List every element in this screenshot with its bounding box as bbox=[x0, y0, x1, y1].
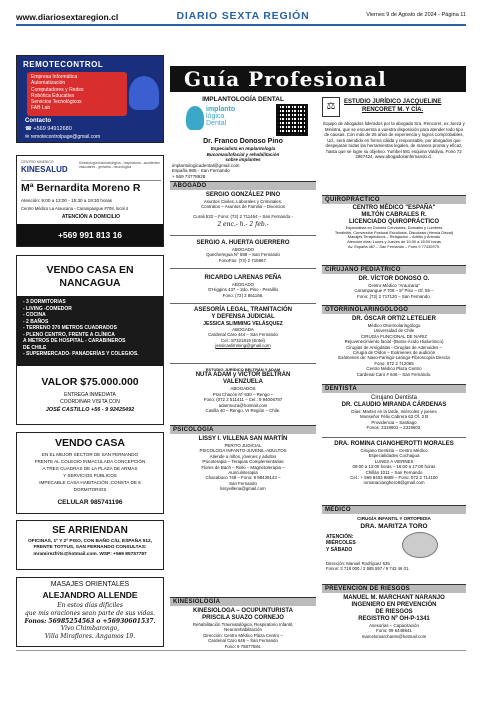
letelier-entry: DR. ÓSCAR ORTIZ LETELIER Médico Otorrinolaringólogo Universidad de Chile CIRUGÍA FUNCIONAL DE NARIZ Rejuvenecimiento facial -(Botox-Ácido Hialurónico) Cirugías de Amígdalas - Cirugías de Adenoides – Cirugía de Oídos – Exámenes de audición Exámenes de: Naso-Faringo-Laringo-Fibroscopía Directa Fono: 072 2 712065 Centro Médico Plaza Centro Cardenal Caro # 646 – San Fernando. bbox=[338, 316, 450, 377]
masajes-ad bbox=[16, 577, 164, 647]
section-otorrino: OTORRINOLARINGÓLOGO bbox=[322, 305, 466, 314]
scale-icon: ⚖ bbox=[322, 97, 340, 117]
toro-address: Dirección: Manuel Rodríguez 525 Fonos: 2 718 000 / 2 585 597 / 9 742 46 01. bbox=[326, 561, 410, 572]
handwritten-note: 2 enc.- h.- 2 feb.- bbox=[217, 221, 269, 229]
masthead: DIARIO SEXTA REGIÓN bbox=[176, 10, 310, 22]
contact-email[interactable]: ✉ remotecontrolpage@gmail.com bbox=[25, 134, 101, 140]
mail-icon: ✉ bbox=[25, 134, 31, 140]
divider bbox=[322, 437, 466, 438]
section-cirujano: CIRUJANO PEDIÁTRICO bbox=[322, 265, 466, 274]
kinesalud-name: Mª Bernardita Moreno R bbox=[21, 182, 141, 194]
marchant-entry: MANUEL M. MARCHANT NARANJO INGENIERO EN PREVENCIÓN DE RIESGOS REGISTRO Nº OH-P-1341 Asesorías – Capacitación Fono: 09 6448841 marcelomarchantn@hotmail.com bbox=[343, 595, 445, 639]
venta-contact[interactable]: JOSÉ CASTILLO +56 - 9 92425492 bbox=[45, 407, 135, 413]
services-list: Empresa Informática Automatización Computadores y Redes Robótica Educativa Servicios Tecnológicos FAB Lab bbox=[31, 74, 84, 112]
venta2-body: EN EL MEJOR SECTOR DE SAN FERNANDO FRENTE AL COLEGIO INMACULADA CONCEPCIÓN A TRES CUADRAS DE LA PLAZA DE ARMAS Y SERVICIOS PUBLICOS IMPECABLE CASA HABITACIÓN ,CONSTA DE 6 DORMITORIOS bbox=[34, 452, 146, 492]
villena-entry: LISSY I. VILLENA SAN MARTÍN PERITO JUDICIAL PSICOLOGA INFANTO-JUVENIL-ADULTOS Atiende a niños, jóvenes y adultos Psicoterapia – Terapias Complementarias Flores de Bach – Reiki – Magnetoterapia – Auriculoterapia Chacabuco 748 – Fono: 9 98439143 – San Fernando lissyvillena@gmail.com bbox=[198, 436, 288, 492]
implanto-logo: implanto lógica Dental bbox=[206, 106, 236, 127]
header-rule bbox=[16, 24, 466, 26]
morales-entry: DRA. ROMINA CIANGHEROTTI MORALES Cirujano Dentista – Centro Médico Especialidades Cochagua LUNES A VIERNES 09:00 a 13:00 horas – 16:00 a 17:00 horas Chillán 1011 – San Fernando Cel.: + 569 9403 9888 – Fono: 072 2 714100 romanacianghero8@gmail.com bbox=[334, 441, 454, 486]
beltran-entry: ESTUDIO JURÍDICO BELTRÁN Y ADAM NUTA ADAM y VÍCTOR BELTRÁN VALENZUELA ABOGADOS Prat Chacón Nº 930 – Rengo – Fono: (072 2 511411 – Cel.: 9 94006787 adamnuza@hotmail.com Casilla 40 – Rengo. VI Región – Chile. bbox=[195, 367, 291, 414]
venta2-phone[interactable]: CELULAR 985741196 bbox=[57, 499, 123, 506]
venta-entrega: ENTREGA INMEDIATA bbox=[64, 392, 116, 398]
section-quiropractico: QUIROPRÁCTICO bbox=[322, 195, 466, 204]
kinesalud-logo: KINESALUD bbox=[21, 165, 68, 174]
implanto-head: IMPLANTOLOGÍA DENTAL bbox=[202, 96, 284, 103]
remotecontrol-ad bbox=[16, 55, 164, 143]
section-abogado: ABOGADO bbox=[170, 181, 316, 190]
implanto-body: Especialista en Implantología Bucomaxilofacial y rehabilitación sobre implantes bbox=[206, 146, 280, 163]
kinesalud-ad bbox=[16, 155, 164, 247]
implanto-name: Dr. Franco Donoso Pino bbox=[203, 138, 283, 145]
cabrales-entry: CENTRO MÉDICO "ESPAÑA" MILTÓN CABRALES R. LICENCIADO QUIROPRÁCTICO Especialista en Dolores Cervicales, Dorsales y Lumbres Tendinitis, Conversión Postural Escoliosis, Disociasis (Hernia Discal) Masajes Terapéuticos – Relajación – Artritis y Artrosis Atención días: Lunes y Jueves de 10:00 a 18:00 horas Av. España 467 – San Fernando – Fono 9 77432979. bbox=[334, 205, 454, 249]
larenas-entry: RICARDO LARENAS PEÑA ABOGADO O'Higgins 437 – 2do. Piso - Peralillo Fono: (72) 2 861168. bbox=[204, 275, 282, 298]
venta-nancagua-ad bbox=[16, 255, 164, 425]
phone-icon: ☎ bbox=[25, 126, 34, 132]
arriendan-ad bbox=[16, 520, 164, 570]
contact-label: Contacto bbox=[25, 118, 51, 124]
masajes-name: ALEJANDRO ALLENDE bbox=[42, 590, 138, 600]
robot-icon bbox=[129, 76, 159, 110]
kinesalud-home: ATENCIÓN A DOMICILIO bbox=[61, 214, 121, 220]
venta-title: VENDO CASA EN NANCAGUA bbox=[46, 264, 134, 289]
gonzalez-entry: SERGIO GONZÁLEZ PINO Asuntos Civiles, Laborales y Criminales. Contratos – Asuntos de Familia – Divorcios Curali 532 – Fono: (72) 2 711464 – San Fernando.- 2 enc.- h.- 2 feb.- bbox=[170, 192, 316, 228]
venta-coord: COORDINAR VISITA CON bbox=[60, 399, 120, 405]
guia-banner: Guía Profesional bbox=[170, 66, 466, 92]
divider bbox=[170, 303, 316, 304]
jacqueline-subtitle: RENCORET M. Y CÍA. bbox=[362, 107, 424, 113]
site-url[interactable]: www.diariosextaregion.cl bbox=[16, 12, 119, 22]
tooth-icon bbox=[186, 106, 204, 130]
jacqueline-head bbox=[322, 97, 466, 117]
toro-name: DRA. MARITZA TORO bbox=[360, 523, 428, 530]
footer-rule bbox=[16, 650, 466, 651]
section-dentista: DENTISTA bbox=[322, 384, 466, 393]
kinesalud-desc: Kinesiología traumatológica - respiratoria - accidentes vasculares - geriatría - neurológica bbox=[79, 161, 160, 170]
masajes-handwritten: En estos días difíciles que mis oraciones sean parte de sus vidas. Fonos: 56985254563 o +56930601537. Vivo Chimbarongo, Villa Miraflores. Angamos 19. bbox=[24, 602, 156, 641]
implanto-ad bbox=[170, 96, 316, 179]
venta-valor: VALOR $75.000.000 bbox=[41, 376, 139, 388]
gonzalez-name: SERGIO GONZÁLEZ PINO bbox=[205, 192, 281, 198]
huerta-entry: SERGIO A. HUERTA GUERRERO ABOGADO Quecheregua Nº 688 – San Fernando FonoFax: (72) 2 715967. bbox=[196, 240, 290, 263]
donoso-entry: DR. VÍCTOR DONOSO O. Centro Médico "Araucaria" Carampangue # 708 – 5º Piso – Of. 56 – Fono: (72) 2 717120 – San Fernando. bbox=[354, 276, 434, 299]
arriendan-title: SE ARRIENDAN bbox=[52, 525, 128, 536]
section-kinesiologia: KINESIOLOGÍA bbox=[170, 597, 316, 606]
contact-phone[interactable]: ☎ +569 94912680 bbox=[25, 126, 72, 132]
slimming-entry: ASESORÍA LEGAL, TRAMITACIÓN Y DEFENSA JUDICIAL JESSICA SLIMMING VELÁSQUEZ ABOGADA Cardenal Caro 444 – San Fernando Cel.: 87321819 (Entel) jessicaslimming@gmail.com bbox=[194, 307, 292, 349]
divider bbox=[170, 235, 316, 236]
toro-entry bbox=[322, 515, 466, 580]
suazo-entry: KINESIOLOGA – OCUPUNTURISTA PRISCILA SUAZO CORNEJO Rehabilitación Traumatológica, Respiratorio Infantil, Neurorehabilitación Dirección: Centro Médico Plaza Centro – Cardenal Caro 646 – San Fernando Fono: 9 75877584. bbox=[192, 608, 294, 649]
venta-features: - 3 DORMITORIAS - LIVING -COMEDOR - COCINA - 2 BAÑOS - TERRENO 370 METROS CUADRADOS - PLENO CENTRO, FRENTE A CLÍNICA A METROS DE HOSPITAL - CARABINEROS DE CHILE - SUPERMERCADO- PANADERÍAS Y COLEGIOS. bbox=[17, 296, 163, 366]
kinesalud-sub: CENTRO KINESICO bbox=[21, 160, 54, 164]
masajes-title: MASAJES ORIENTALES bbox=[50, 581, 130, 588]
section-medico: MÉDICO bbox=[322, 505, 466, 514]
venta-casa-ad bbox=[16, 432, 164, 514]
issue-date: Viernes 9 de Agosto de 2024 - Página 11 bbox=[366, 12, 466, 18]
toro-specialty: CIRUGÍA INFANTIL Y ORTOPEDIA bbox=[357, 516, 431, 521]
arriendan-text: OFICINAS, 1º Y 2º PISO, CON BAÑO C/U, ESPAÑA 512, FRENTE TOTTUS, SAN FERNANDO CONSULTAS: mramirezfrits@hotmail.com. WSP: +569 85757787 bbox=[27, 539, 153, 557]
child-photo bbox=[402, 532, 438, 558]
implanto-contact[interactable]: implantologicadental@gmail.com España 985 - San Fernando + 569 74778928 bbox=[172, 163, 240, 179]
section-psicologia: PSICOLOGÍA bbox=[170, 425, 316, 434]
cardenas-entry: Cirujano Dentista DR. CLAUDIO MIRANDA CÁRDENAS Días: Martes en la tarde, miércoles y jueves Monseñor Félix Cabrera 62 Of. 3 B Providencia – Santiago Fonos: 2319601 – 2319603. bbox=[341, 395, 447, 431]
kinesalud-hours: Atención: 9:00 a 13:00 - 15:30 a 19:30 horas bbox=[21, 198, 112, 203]
jacqueline-text: Equipo de abogados liderados por la abogada Sra. Rencoret, ex Jueza y Ministra, que se encuentra a vuestra disposición para atender todo tipo de causas. Con más de 25 años de experiencia y logros comprobables, Ud., será atendido en forma cálida y responsable, por abogados que despejaran todas las herramientas legales, de manera pronta y eficaz, hasta que se logre su objetivo. Yumbel 581 esquina Valdivia. Fono 72 2967424. www.abogadosanfernando.cl. bbox=[323, 121, 465, 159]
divider bbox=[21, 180, 161, 181]
qr-code-icon[interactable] bbox=[276, 104, 308, 136]
jacqueline-title: ESTUDIO JURÍDICO JACQUELINE bbox=[344, 99, 442, 105]
remotecontrol-logo: REMOTECONTROL bbox=[23, 60, 104, 69]
divider bbox=[170, 363, 316, 364]
kinesalud-phone[interactable]: +569 991 813 16 bbox=[17, 224, 163, 246]
services-panel bbox=[27, 72, 127, 116]
venta2-title: VENDO CASA bbox=[54, 437, 125, 449]
kinesalud-address: Centro Médico La Araucana - Carampangue #708, local 4 bbox=[21, 206, 129, 211]
divider bbox=[170, 268, 316, 269]
section-prevencion: PREVENCIÓN DE RIESGOS bbox=[322, 584, 466, 593]
toro-hours: ATENCIÓN: MIÉRCOLES Y SÁBADO bbox=[326, 534, 356, 553]
